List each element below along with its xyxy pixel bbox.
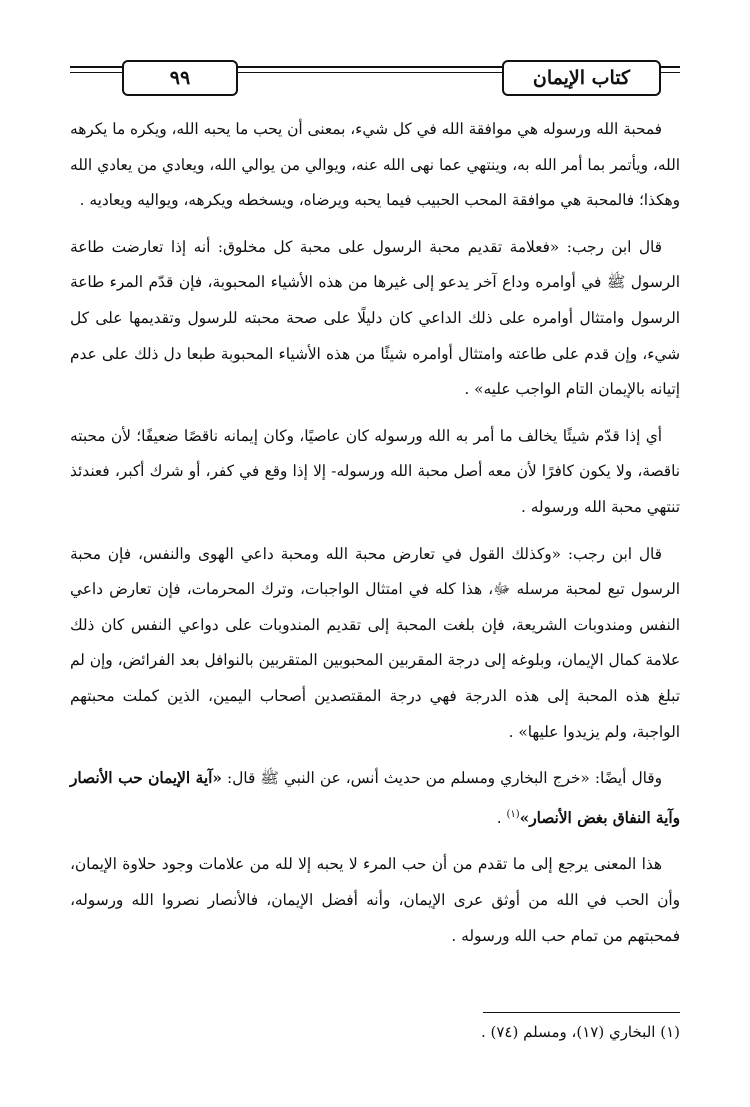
header-rule-left-thin [70, 72, 122, 73]
page-body [70, 112, 680, 965]
footnote-separator [483, 1012, 680, 1013]
paragraph-5-end: . [496, 808, 507, 827]
page-header [70, 58, 680, 98]
paragraph-2: قال ابن رجب: «فعلامة تقديم محبة الرسول على محبة كل مخلوق: أنه إذا تعارضت طاعة الرسول ﷺ في أوامره وداع آخر يدعو إلى غيرها من هذه الأشياء المحبوبة، فإن قدّم المرء طاعة الرسول وامتثال أوامره على ذلك الداعي كان دليلًا على صحة محبته للرسول وتقديمها على كل شيء، وإن قدم على طاعته وامتثال أوامره شيئًا من هذه الأشياء المحبوبة طبعا دل ذلك على عدم إتيانه بالإيمان التام الواجب عليه» . [70, 237, 680, 399]
paragraph-4: قال ابن رجب: «وكذلك القول في تعارض محبة الله ومحبة داعي الهوى والنفس، فإن محبة الرسول تبع لمحبة مرسله ﷻ، هذا كله في امتثال الواجبات، وترك المحرمات، فإن تعارض داعي النفس ومندوبات الشريعة، فإن بلغت المحبة إلى تقديم المندوبات على دواعي النفس كان ذلك علامة كمال الإيمان، وبلوغه إلى درجة المقربين المحبوبين المتقربين بالنوافل بعد الفرائض، وإن لم تبلغ هذه المحبة إلى هذه الدرجة فهي درجة المقتصدين أصحاب اليمين، الذين كملت محبتهم الواجبة، ولم يزيدوا عليها» . [70, 544, 680, 741]
paragraph-5 [70, 761, 680, 836]
page-number: ٩٩ [122, 60, 238, 96]
paragraph-6: هذا المعنى يرجع إلى ما تقدم من أن حب المرء لا يحبه إلا لله من علامات وجود حلاوة الإيمان، وأن الحب في الله من أوثق عرى الإيمان، وأنه أفضل الإيمان، فالأنصار نصروا الله ورسوله، فمحبتهم من تمام حب الله ورسوله . [70, 855, 680, 945]
paragraph-1: فمحبة الله ورسوله هي موافقة الله في كل شيء، بمعنى أن يحب ما يحبه الله، ويكره ما يكرهه الله، ويأتمر بما أمر الله به، وينتهي عما نهى الله عنه، ويوالي من يوالي الله، ويعادي من يعادي الله وهكذا؛ فالمحبة هي موافقة المحب الحبيب فيما يحبه ويرضاه، ويسخطه ويكرهه، ويواليه ويعاديه . [70, 120, 680, 210]
paragraph-5-text: وقال أيضًا: «خرج البخاري ومسلم من حديث أنس، عن النبي ﷺ قال: [227, 769, 662, 788]
footnote: (١) البخاري (١٧)، ومسلم (٧٤) . [480, 1023, 680, 1041]
chapter-title: كتاب الإيمان [502, 60, 661, 96]
footnote-reference: (١) [506, 808, 520, 820]
hadith-quote: «آية الإيمان حب الأنصار وآية النفاق بغض الأنصار» [70, 769, 680, 827]
header-rule-left [70, 66, 122, 68]
header-rule-middle-thin [234, 72, 502, 73]
paragraph-3: أي إذا قدّم شيئًا يخالف ما أمر به الله ورسوله كان عاصيًا، وكان إيمانه ناقصًا ضعيفًا؛ لأن محبته ناقصة، ولا يكون كافرًا لأن معه أصل محبة الله ورسوله- إلا إذا وقع في كفر، أو شرك أكبر، فعندئذ تنتهي محبة الله ورسوله . [70, 426, 680, 516]
header-rule-middle [234, 66, 502, 68]
